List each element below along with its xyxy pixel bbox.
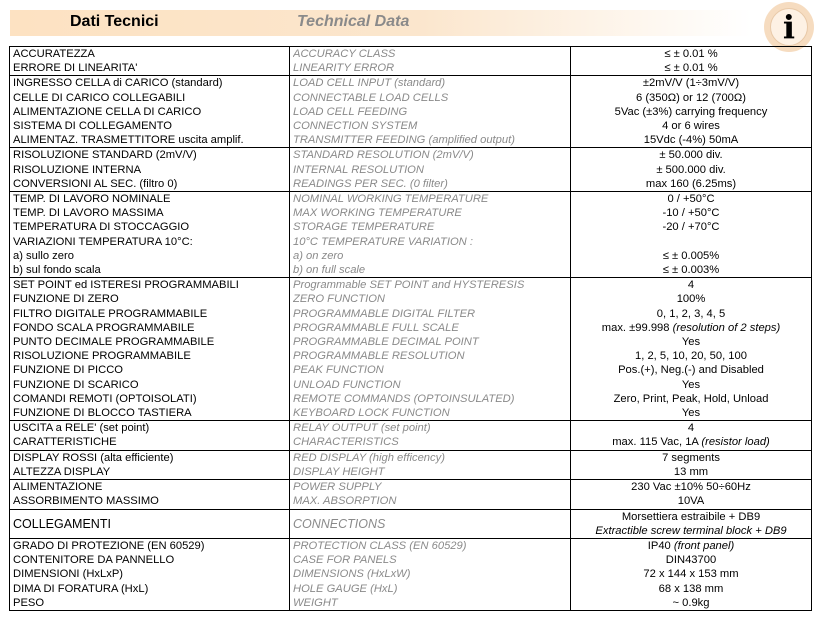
spec-label-english: [293, 163, 567, 177]
spec-value: [574, 119, 808, 133]
spec-label-english-text: Programmable SET POINT and HYSTERESIS: [293, 279, 525, 292]
spec-value: [574, 278, 808, 292]
spec-group: [10, 509, 812, 538]
spec-label-italian: [13, 435, 286, 449]
spec-label-italian: [13, 206, 286, 220]
spec-group: [10, 278, 812, 421]
spec-label-italian: [13, 133, 286, 147]
spec-value: [574, 524, 808, 538]
spec-label-italian-text: USCITA a RELE' (set point): [13, 422, 150, 435]
spec-label-italian-text: DIMENSIONI (HxLxP): [13, 568, 124, 581]
spec-label-english: [293, 61, 567, 75]
spec-label-italian-cell: [10, 538, 290, 610]
spec-value-text: 0 / +50°C: [667, 193, 715, 206]
spec-value-text: ±2mV/V (1÷3mV/V): [642, 77, 740, 90]
spec-label-english: [293, 582, 567, 596]
spec-label-italian-text: FUNZIONE DI PICCO: [13, 364, 124, 377]
info-icon-glyph: i: [770, 8, 808, 46]
spec-label-english-cell: [290, 538, 571, 610]
spec-label-english-text: TRANSMITTER FEEDING (amplified output): [293, 134, 515, 147]
spec-label-english: [293, 263, 567, 277]
spec-label-italian-cell: [10, 148, 290, 192]
spec-label-english-text: READINGS PER SEC. (0 filter): [293, 177, 448, 190]
spec-label-italian: [13, 307, 286, 321]
spec-label-italian-cell: [10, 421, 290, 450]
title-italian: Dati Tecnici: [70, 13, 159, 30]
spec-label-italian: [13, 235, 286, 249]
spec-label-italian-text: CELLE DI CARICO COLLEGABILI: [13, 91, 186, 104]
spec-value-text: ≤ ± 0.005%: [662, 249, 720, 262]
spec-value-note: (resolution of 2 steps): [672, 321, 781, 334]
spec-value: [574, 494, 808, 508]
spec-label-english-text: KEYBOARD LOCK FUNCTION: [293, 407, 450, 420]
spec-label-english: [293, 321, 567, 335]
spec-value: [574, 292, 808, 306]
spec-value-text: 72 x 144 x 153 mm: [643, 568, 739, 581]
spec-group: [10, 421, 812, 450]
technical-data-table: [9, 46, 812, 611]
spec-label-english-text: a) on zero: [293, 249, 344, 262]
spec-label-italian-cell: [10, 480, 290, 509]
spec-value-text: 4: [687, 422, 695, 435]
spec-label-english-text: PROGRAMMABLE FULL SCALE: [293, 321, 459, 334]
spec-label-english: [293, 553, 567, 567]
spec-label-italian-text: INGRESSO CELLA di CARICO (standard): [13, 77, 223, 90]
spec-value-text: -10 / +50°C: [662, 207, 720, 220]
spec-label-italian: [13, 539, 286, 553]
spec-label-italian-cell: [10, 76, 290, 148]
spec-group: [10, 76, 812, 148]
spec-label-italian-text: FILTRO DIGITALE PROGRAMMABILE: [13, 307, 208, 320]
spec-group: [10, 192, 812, 278]
spec-value-text: 100%: [676, 293, 706, 306]
spec-value-text: ± 500.000 div.: [656, 163, 726, 176]
spec-value-text: ≤ ± 0.003%: [662, 264, 720, 277]
spec-label-italian: [13, 177, 286, 191]
spec-label-english-text: DISPLAY HEIGHT: [293, 465, 385, 478]
spec-label-english-text: NOMINAL WORKING TEMPERATURE: [293, 193, 489, 206]
spec-label-english: [293, 292, 567, 306]
spec-label-italian-text: DIMA DI FORATURA (HxL): [13, 582, 149, 595]
spec-label-english-text: 10°C TEMPERATURE VARIATION :: [293, 235, 473, 248]
spec-value-text: Yes: [681, 336, 701, 349]
spec-value: [574, 61, 808, 75]
spec-label-english: [293, 349, 567, 363]
spec-value-text: 15Vdc (-4%) 50mA: [643, 134, 739, 147]
spec-label-english-cell: [290, 480, 571, 509]
spec-label-italian: [13, 406, 286, 420]
spec-label-italian: [13, 76, 286, 90]
spec-value-text: ≤ ± 0.01 %: [664, 62, 718, 75]
spec-label-italian: [13, 517, 286, 531]
spec-label-english-text: MAX WORKING TEMPERATURE: [293, 207, 462, 220]
spec-label-english-text: INTERNAL RESOLUTION: [293, 163, 424, 176]
spec-label-english-cell: [290, 47, 571, 76]
spec-value-note: (resistor load): [701, 436, 770, 449]
spec-value: [574, 539, 808, 553]
spec-value-cell: [571, 509, 812, 538]
spec-label-english-text: CASE FOR PANELS: [293, 554, 397, 567]
spec-label-english-text: CONNECTABLE LOAD CELLS: [293, 91, 449, 104]
spec-label-english-text: CHARACTERISTICS: [293, 436, 399, 449]
spec-label-italian: [13, 249, 286, 263]
spec-label-english-text: PROGRAMMABLE DIGITAL FILTER: [293, 307, 476, 320]
spec-label-english-text: UNLOAD FUNCTION: [293, 378, 401, 391]
spec-value-cell: [571, 47, 812, 76]
spec-label-english: [293, 177, 567, 191]
spec-value: [574, 220, 808, 234]
spec-value: [574, 392, 808, 406]
spec-value: [574, 321, 808, 335]
spec-label-italian: [13, 220, 286, 234]
spec-value: [574, 76, 808, 90]
spec-label-italian-text: VARIAZIONI TEMPERATURA 10°C:: [13, 235, 193, 248]
spec-label-italian: [13, 335, 286, 349]
spec-value-cell: [571, 480, 812, 509]
spec-value-cell: [571, 421, 812, 450]
spec-value: [574, 263, 808, 277]
info-icon: [764, 2, 814, 52]
spec-group: [10, 148, 812, 192]
spec-label-italian: [13, 378, 286, 392]
spec-label-english-text: ZERO FUNCTION: [293, 293, 385, 306]
spec-value: [574, 480, 808, 494]
spec-value-cell: [571, 76, 812, 148]
spec-label-english: [293, 451, 567, 465]
spec-label-italian: [13, 494, 286, 508]
spec-value: [574, 567, 808, 581]
spec-value: [574, 192, 808, 206]
spec-label-italian-text: CONTENITORE DA PANNELLO: [13, 554, 175, 567]
spec-label-italian-text: FUNZIONE DI ZERO: [13, 293, 119, 306]
spec-label-english-text: LINEARITY ERROR: [293, 62, 395, 75]
spec-value-cell: [571, 450, 812, 479]
spec-label-italian-text: ALTEZZA DISPLAY: [13, 465, 111, 478]
spec-label-italian: [13, 596, 286, 610]
spec-label-english: [293, 480, 567, 494]
spec-value-text: Morsettiera estraibile + DB9: [621, 510, 761, 523]
spec-label-english-text: PROTECTION CLASS (EN 60529): [293, 539, 467, 552]
spec-label-italian-text: COLLEGAMENTI: [13, 516, 111, 531]
section-header: [10, 10, 752, 36]
spec-label-italian: [13, 263, 286, 277]
spec-label-english: [293, 378, 567, 392]
spec-label-english-cell: [290, 450, 571, 479]
spec-value: [574, 249, 808, 263]
spec-label-english: [293, 119, 567, 133]
spec-label-italian: [13, 321, 286, 335]
spec-value: [574, 510, 808, 524]
title-english: Technical Data: [297, 13, 410, 30]
spec-label-english: [293, 494, 567, 508]
spec-label-english-text: HOLE GAUGE (HxL): [293, 582, 398, 595]
spec-label-english: [293, 278, 567, 292]
spec-value: [574, 363, 808, 377]
spec-label-italian: [13, 61, 286, 75]
spec-label-english-text: RELAY OUTPUT (set point): [293, 422, 431, 435]
spec-value-text: 0, 1, 2, 3, 4, 5: [656, 307, 726, 320]
spec-label-english: [293, 220, 567, 234]
spec-label-english: [293, 567, 567, 581]
spec-label-english-text: CONNECTION SYSTEM: [293, 120, 418, 133]
spec-value-cell: [571, 148, 812, 192]
spec-label-english: [293, 596, 567, 610]
spec-value-text: 1, 2, 5, 10, 20, 50, 100: [635, 350, 747, 363]
spec-value-text: max 160 (6.25ms): [645, 177, 737, 190]
spec-value-text: Zero, Print, Peak, Hold, Unload: [613, 392, 769, 405]
spec-label-italian-cell: [10, 192, 290, 278]
spec-label-english-cell: [290, 509, 571, 538]
spec-label-english: [293, 47, 567, 61]
spec-value-text: DIN43700: [665, 554, 717, 567]
spec-label-italian-cell: [10, 450, 290, 479]
spec-group: [10, 480, 812, 509]
spec-label-english: [293, 539, 567, 553]
spec-label-english: [293, 335, 567, 349]
spec-value: [574, 596, 808, 610]
spec-value-text: 10VA: [677, 495, 705, 508]
spec-value-text: max. ±99.998: [601, 321, 670, 334]
spec-label-english-text: POWER SUPPLY: [293, 481, 382, 494]
spec-value: [574, 451, 808, 465]
spec-label-italian: [13, 363, 286, 377]
spec-value-text: -20 / +70°C: [662, 221, 720, 234]
spec-label-english-cell: [290, 192, 571, 278]
spec-label-english: [293, 249, 567, 263]
spec-label-english: [293, 148, 567, 162]
spec-label-italian: [13, 278, 286, 292]
spec-label-english-text: PROGRAMMABLE RESOLUTION: [293, 350, 465, 363]
spec-label-italian-text: ACCURATEZZA: [13, 48, 95, 60]
spec-value-text: 13 mm: [673, 465, 709, 478]
spec-label-italian: [13, 192, 286, 206]
spec-value: [574, 47, 808, 61]
spec-label-italian-text: a) sullo zero: [13, 249, 74, 262]
spec-label-english: [293, 76, 567, 90]
spec-value-cell: [571, 278, 812, 421]
spec-value: [574, 582, 808, 596]
spec-value-cell: [571, 192, 812, 278]
spec-label-italian: [13, 91, 286, 105]
spec-value: [574, 349, 808, 363]
spec-value-text: Pos.(+), Neg.(-) and Disabled: [618, 364, 764, 377]
spec-label-english-cell: [290, 421, 571, 450]
spec-value: [574, 148, 808, 162]
spec-label-italian-text: TEMP. DI LAVORO MASSIMA: [13, 207, 164, 220]
spec-label-english: [293, 392, 567, 406]
spec-value: [574, 335, 808, 349]
spec-label-english: [293, 192, 567, 206]
spec-label-italian-text: PESO: [13, 596, 45, 609]
spec-label-italian-text: FUNZIONE DI BLOCCO TASTIERA: [13, 407, 192, 420]
spec-label-english: [293, 406, 567, 420]
spec-value-text: Extractible screw terminal block + DB9: [595, 524, 787, 537]
spec-value-text: IP40: [647, 539, 671, 552]
spec-value-text: ± 50.000 div.: [659, 149, 723, 162]
spec-label-italian: [13, 349, 286, 363]
spec-label-italian: [13, 47, 286, 61]
spec-label-english-text: MAX. ABSORPTION: [293, 495, 397, 508]
spec-label-italian-text: TEMP. DI LAVORO NOMINALE: [13, 193, 171, 206]
spec-value: [574, 133, 808, 147]
spec-value-text: 7 segments: [662, 451, 720, 464]
spec-value: [574, 307, 808, 321]
spec-label-italian: [13, 392, 286, 406]
spec-label-italian-text: CONVERSIONI AL SEC. (filtro 0): [13, 177, 178, 190]
spec-value: [574, 206, 808, 220]
spec-label-italian-cell: [10, 509, 290, 538]
spec-value: [574, 105, 808, 119]
spec-label-italian-text: ALIMENTAZIONE CELLA DI CARICO: [13, 105, 202, 118]
spec-value: [574, 177, 808, 191]
spec-label-italian-text: GRADO DI PROTEZIONE (EN 60529): [13, 539, 205, 552]
spec-group: [10, 47, 812, 76]
spec-label-italian: [13, 480, 286, 494]
spec-value-text: Yes: [681, 378, 701, 391]
spec-label-english-text: DIMENSIONS (HxLxW): [293, 568, 411, 581]
spec-value: [574, 91, 808, 105]
spec-value: [574, 553, 808, 567]
spec-label-italian-text: COMANDI REMOTI (OPTOISOLATI): [13, 392, 197, 405]
spec-label-italian-text: PUNTO DECIMALE PROGRAMMABILE: [13, 336, 215, 349]
spec-label-english: [293, 435, 567, 449]
spec-label-english-cell: [290, 76, 571, 148]
spec-label-english: [293, 133, 567, 147]
spec-label-english: [293, 421, 567, 435]
spec-value: [574, 163, 808, 177]
spec-label-italian: [13, 163, 286, 177]
spec-value-text: 6 (350Ω) or 12 (700Ω): [635, 91, 746, 104]
spec-label-italian-text: CARATTERISTICHE: [13, 436, 117, 449]
spec-label-italian-text: RISOLUZIONE INTERNA: [13, 163, 142, 176]
spec-value-cell: [571, 538, 812, 610]
spec-label-italian: [13, 465, 286, 479]
spec-label-italian-text: TEMPERATURA DI STOCCAGGIO: [13, 221, 190, 234]
spec-label-english-text: PEAK FUNCTION: [293, 364, 384, 377]
spec-value-text: ≤ ± 0.01 %: [664, 48, 718, 60]
spec-label-english: [293, 363, 567, 377]
spec-value-text: ~ 0.9kg: [672, 596, 710, 609]
spec-label-italian-cell: [10, 47, 290, 76]
spec-label-english: [293, 307, 567, 321]
spec-label-english: [293, 235, 567, 249]
spec-label-english-text: WEIGHT: [293, 596, 338, 609]
spec-label-english-text: CONNECTIONS: [293, 516, 386, 531]
spec-label-italian: [13, 582, 286, 596]
spec-label-english: [293, 517, 567, 531]
spec-value: [574, 378, 808, 392]
spec-label-english: [293, 465, 567, 479]
spec-label-italian: [13, 567, 286, 581]
spec-label-english-text: RED DISPLAY (high efficency): [293, 451, 445, 464]
spec-label-english-text: LOAD CELL INPUT (standard): [293, 77, 446, 90]
spec-label-italian-text: ALIMENTAZ. TRASMETTITORE uscita amplif.: [13, 134, 244, 147]
spec-value-text: 4 or 6 wires: [662, 120, 720, 133]
spec-value-note: (front panel): [673, 539, 735, 552]
spec-label-italian: [13, 292, 286, 306]
spec-value-text: 230 Vac ±10% 50÷60Hz: [631, 481, 751, 494]
spec-value-text: Yes: [681, 407, 701, 420]
spec-value: [574, 421, 808, 435]
spec-label-italian-text: ASSORBIMENTO MASSIMO: [13, 495, 159, 508]
spec-label-english-text: ACCURACY CLASS: [293, 48, 396, 60]
spec-label-english-text: b) on full scale: [293, 264, 366, 277]
spec-label-english: [293, 105, 567, 119]
spec-label-english-text: STORAGE TEMPERATURE: [293, 221, 435, 234]
spec-label-english-text: STANDARD RESOLUTION (2mV/V): [293, 149, 474, 162]
spec-label-italian: [13, 105, 286, 119]
spec-label-english-cell: [290, 148, 571, 192]
spec-value-text: 4: [687, 279, 695, 292]
spec-label-italian: [13, 451, 286, 465]
spec-label-italian-text: FONDO SCALA PROGRAMMABILE: [13, 321, 195, 334]
spec-value-text: 5Vac (±3%) carrying frequency: [614, 105, 768, 118]
spec-label-english-cell: [290, 278, 571, 421]
spec-label-italian: [13, 148, 286, 162]
spec-label-english: [293, 91, 567, 105]
spec-label-english-text: LOAD CELL FEEDING: [293, 105, 408, 118]
spec-label-italian-cell: [10, 278, 290, 421]
spec-value: [574, 235, 808, 249]
spec-label-english-text: REMOTE COMMANDS (OPTOINSULATED): [293, 392, 515, 405]
spec-label-italian: [13, 553, 286, 567]
spec-label-italian-text: RISOLUZIONE PROGRAMMABILE: [13, 350, 191, 363]
spec-label-italian: [13, 119, 286, 133]
spec-label-italian-text: DISPLAY ROSSI (alta efficiente): [13, 451, 174, 464]
spec-value: [574, 406, 808, 420]
spec-label-italian-text: b) sul fondo scala: [13, 264, 101, 277]
spec-label-english-text: PROGRAMMABLE DECIMAL POINT: [293, 336, 479, 349]
spec-label-italian-text: SISTEMA DI COLLEGAMENTO: [13, 120, 172, 133]
spec-label-italian-text: ERRORE DI LINEARITA': [13, 62, 138, 75]
spec-value-text: 68 x 138 mm: [658, 582, 724, 595]
spec-value-text: max. 115 Vac, 1A: [612, 436, 699, 449]
spec-group: [10, 538, 812, 610]
spec-label-english: [293, 206, 567, 220]
spec-label-italian-text: SET POINT ed ISTERESI PROGRAMMABILI: [13, 279, 239, 292]
spec-value: [574, 465, 808, 479]
spec-label-italian-text: FUNZIONE DI SCARICO: [13, 378, 139, 391]
spec-value: [574, 435, 808, 449]
spec-label-italian-text: ALIMENTAZIONE: [13, 481, 103, 494]
spec-label-italian: [13, 421, 286, 435]
spec-group: [10, 450, 812, 479]
spec-label-italian-text: RISOLUZIONE STANDARD (2mV/V): [13, 149, 197, 162]
